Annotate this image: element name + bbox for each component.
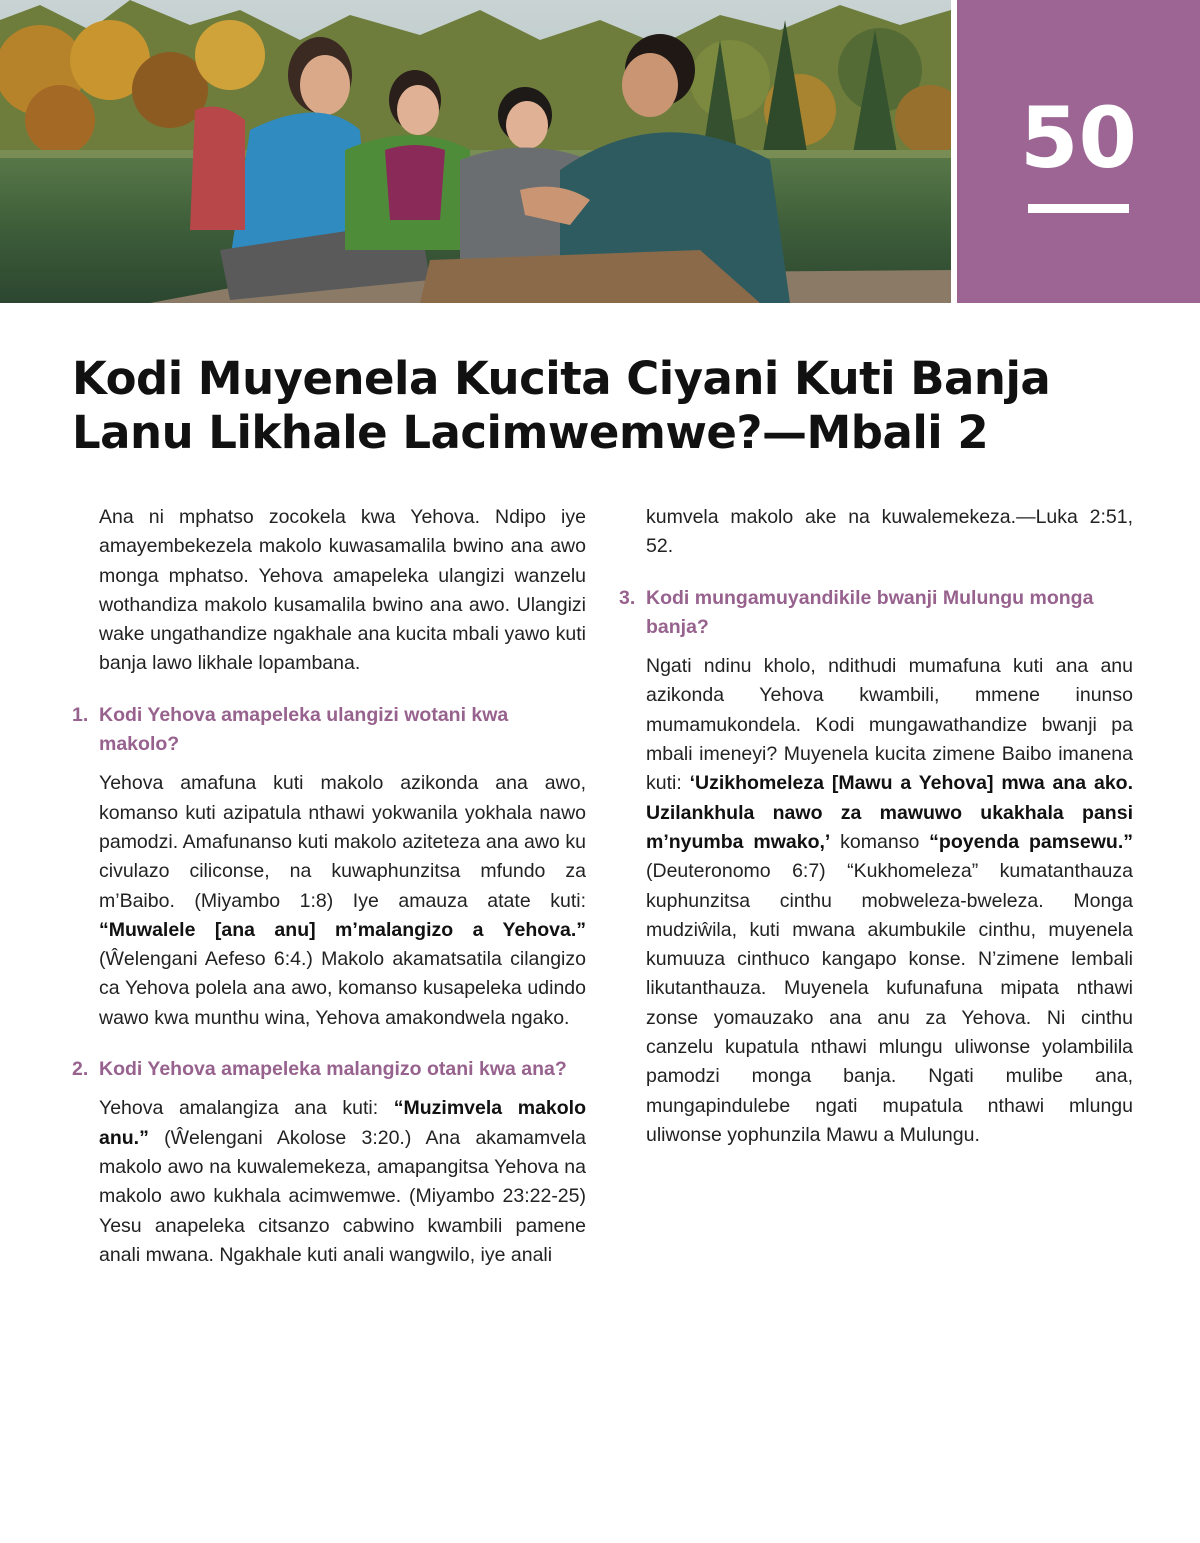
answer-1-paragraph [99,769,586,1033]
page-title: Kodi Muyenela Kucita Ciyani Kuti Banja Lanu Likhale Lacimwemwe?—Mbali 2 [72,352,1051,459]
question-3-heading [619,584,1133,643]
question-text: Kodi Yehova amapeleka ulangizi wotani kwa makolo? [99,703,509,756]
scripture-quote: ‘Uzikhomeleza [Mawu a Yehova] mwa ana ako. Uzilankhula nawo za mawuwo ukakhala pansi m’nyumba mwako,’ [646,772,1134,853]
question-2-heading [72,1055,586,1084]
family-by-lake-photo [0,0,951,303]
answer-text: komanso [830,830,930,853]
answer-2-paragraph-part2: kumvela makolo ake na kuwalemekeza.—Luka 2:51, 52. [646,506,1133,558]
answer-text: Yehova amalangiza ana kuti: [99,1097,394,1120]
question-number: 3. [619,586,636,609]
question-1-heading [72,701,586,760]
lesson-number-underline [1028,204,1129,213]
scripture-quote: “Muzimvela makolo anu.” [99,1097,586,1149]
question-text: Kodi mungamuyandikile bwanji Mulungu monga banja? [646,586,1094,638]
intro-paragraph: Ana ni mphatso zocokela kwa Yehova. Ndipo iye amayembekezela makolo kuwasamalila bwino ana awo monga mphatso. Yehova amapeleka ulangizi wanzelu wothandiza makolo kusamalila bwino ana awo. Ulangizi wake ungathandize ngakhale ana kucita mbali yawo kuti banja lawo likhale lopambana. [99,506,586,675]
answer-text: Ngati ndinu kholo, ndithudi mumafuna kuti ana anu azikonda Yehova kwambili, mmene inunso mumamukondela. Kodi mungawathandize bwanji pa mbali imeneyi? Muyenela kucita zimene Baibo imanena kuti: [646,655,1133,795]
answer-3-paragraph [646,652,1133,1150]
scripture-quote: “Muwalele [ana anu] m’malangizo a Yehova.” [99,918,586,941]
question-number: 1. [72,703,89,726]
answer-text: (Ŵelengani Akolose 3:20.) Ana akamamvela makolo awo na kuwalemekeza, amapangitsa Yehova na makolo awo kukhala acimwemwe. (Miyambo 23:22-25) Yesu anapeleka citsanzo cabwino kwambili pamene anali mwana. Ngakhale kuti anali wangwilo, iye anali [99,1126,586,1266]
question-text: Kodi Yehova amapeleka malangizo otani kwa ana? [99,1058,567,1081]
answer-text: (Ŵelengani Aefeso 6:4.) Makolo akamatsatila cilangizo ca Yehova polela ana awo, komanso kusapeleka udindo wawo kwa munthu wina, Yehova amakondwela ngako. [99,948,586,1029]
scripture-quote: “poyenda pamsewu.” [929,830,1133,853]
question-number: 2. [72,1058,89,1081]
hero-photo [0,0,951,303]
answer-text: (Deuteronomo 6:7) “Kukhomeleza” kumatanthauza kuphunzitsa cinthu mobweleza-bweleza. Monga mudziŵila, kuti mwana akumbukile cinthu, muyenela kumuuza cinthuco kangapo konse. N’zimene lembali likutanthauza. Muyenela kufunafuna mipata nthawi zonse yomauzako ana anu za Yehova. Ni cinthu canzelu kupatula nthawi mlungu uliwonse yolambilila pamodzi monga banja. Ngati mulibe ana, mungapindulebe ngati mupatula nthawi mlungu uliwonse yophunzila Mawu a Mulungu. [646,860,1133,1146]
answer-2-paragraph-part1 [99,1094,586,1270]
answer-text: Yehova amafuna kuti makolo azikonda ana awo, komanso kuti azipatula nthawi yokwanila yokhala nawo pamodzi. Amafunanso kuti makolo aziteteza ana awo ku civulazo ciliconse, na kuwaphunzitsa mfundo za m’Baibo. (Miyambo 1:8) Iye amauza atate kuti: [99,772,586,912]
lesson-number: 50 [1020,89,1137,187]
left-column [72,503,586,1270]
right-column [619,503,1133,1150]
lesson-number-panel [957,0,1200,303]
